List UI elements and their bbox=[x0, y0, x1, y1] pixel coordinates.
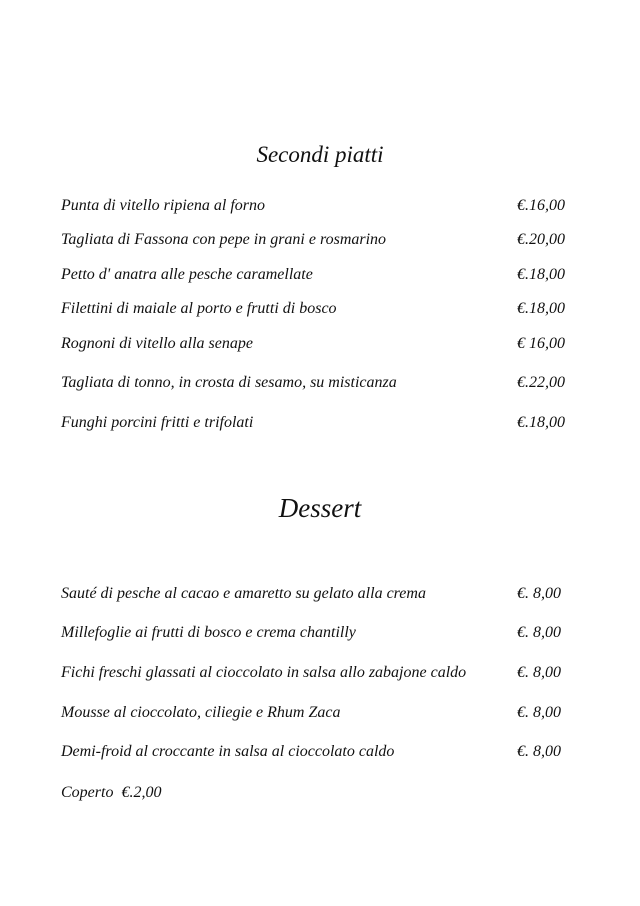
menu-item bbox=[61, 195, 581, 217]
menu-item bbox=[61, 298, 581, 320]
menu-item-price: €. 8,00 bbox=[517, 585, 561, 602]
menu-item-price: €.16,00 bbox=[517, 197, 565, 214]
menu-item bbox=[61, 662, 581, 684]
menu-item bbox=[61, 229, 581, 251]
menu-item-price: €. 8,00 bbox=[517, 624, 561, 641]
menu-item-price: €. 8,00 bbox=[517, 664, 561, 681]
menu-item bbox=[61, 583, 581, 605]
coperto-charge: Coperto €.2,00 bbox=[61, 784, 162, 801]
menu-item bbox=[61, 412, 581, 434]
secondi-piatti-title: Secondi piatti bbox=[256, 142, 384, 167]
menu-item-name: Sauté di pesche al cacao e amaretto su gelato alla crema bbox=[61, 585, 426, 602]
menu-item-name: Filettini di maiale al porto e frutti di bosco bbox=[61, 300, 337, 317]
menu-item-name: Punta di vitello ripiena al forno bbox=[61, 197, 265, 214]
menu-item-price: €.18,00 bbox=[517, 414, 565, 431]
menu-item-name: Mousse al cioccolato, ciliegie e Rhum Zaca bbox=[61, 704, 341, 721]
menu-item-name: Funghi porcini fritti e trifolati bbox=[61, 414, 254, 431]
menu-item-name: Fichi freschi glassati al cioccolato in salsa allo zabajone caldo bbox=[61, 664, 467, 681]
menu-item-name: Tagliata di tonno, in crosta di sesamo, su misticanza bbox=[61, 374, 397, 391]
menu-item bbox=[61, 702, 581, 724]
menu-item-price: €.18,00 bbox=[517, 300, 565, 317]
menu-item-name: Demi-froid al croccante in salsa al cioccolato caldo bbox=[61, 743, 395, 760]
menu-item-name: Petto d' anatra alle pesche caramellate bbox=[61, 266, 313, 283]
menu-item-price: € 16,00 bbox=[517, 335, 565, 352]
menu-item bbox=[61, 264, 581, 286]
menu-item-price: €. 8,00 bbox=[517, 743, 561, 760]
menu-item bbox=[61, 622, 581, 644]
dessert-title: Dessert bbox=[278, 493, 362, 523]
menu-item-name: Tagliata di Fassona con pepe in grani e rosmarino bbox=[61, 231, 387, 248]
menu-item-price: €. 8,00 bbox=[517, 704, 561, 721]
menu-item bbox=[61, 372, 581, 394]
menu-item-price: €.22,00 bbox=[517, 374, 565, 391]
menu-item bbox=[61, 333, 581, 355]
menu-item-name: Rognoni di vitello alla senape bbox=[61, 335, 253, 352]
menu-item-price: €.20,00 bbox=[517, 231, 565, 248]
menu-item-name: Millefoglie ai frutti di bosco e crema chantilly bbox=[61, 624, 356, 641]
menu-item bbox=[61, 741, 581, 763]
menu-item-price: €.18,00 bbox=[517, 266, 565, 283]
